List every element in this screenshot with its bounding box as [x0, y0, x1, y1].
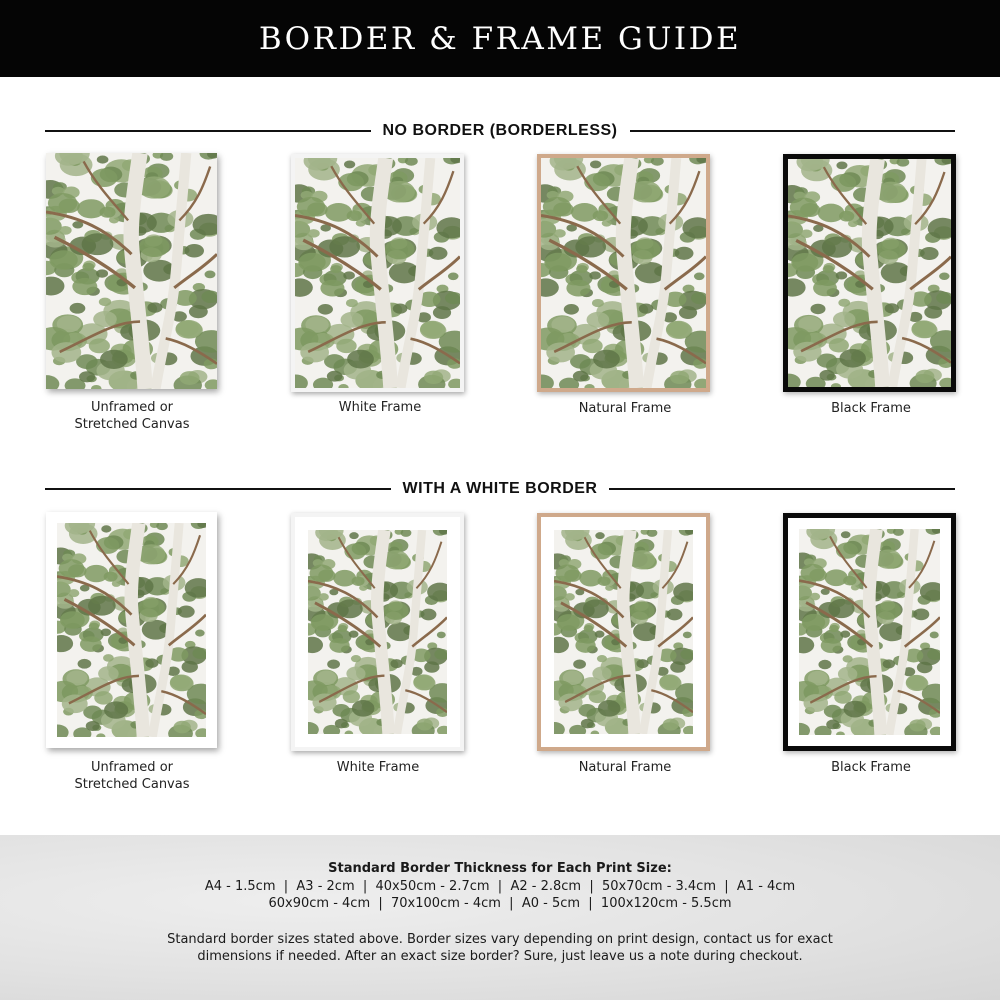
border-note-line: dimensions if needed. After an exact size border? Sure, just leave us a note during checkout.: [197, 949, 803, 964]
preview-natural-frame-borderless[interactable]: [537, 154, 710, 392]
preview-white-frame-borderless[interactable]: [291, 154, 464, 392]
caption-line: Unframed or: [91, 760, 173, 775]
divider-line: [45, 130, 371, 132]
caption-line: Black Frame: [831, 760, 911, 775]
tree-artwork: [554, 530, 693, 734]
caption-natural-frame: [535, 400, 715, 417]
caption-natural-frame: [535, 759, 715, 776]
divider-line: [45, 488, 391, 490]
section-title-white-border: [45, 480, 955, 498]
caption-black-frame: [781, 759, 961, 776]
page-header: [0, 0, 1000, 77]
section-heading: NO BORDER (BORDERLESS): [382, 122, 618, 139]
preview-black-frame-white-border[interactable]: [783, 513, 956, 751]
preview-natural-frame-white-border[interactable]: [537, 513, 710, 751]
preview-black-frame-borderless[interactable]: [783, 154, 956, 392]
border-info-panel: [0, 835, 1000, 1000]
caption-black-frame: [781, 400, 961, 417]
caption-white-frame: [290, 399, 470, 416]
caption-line: White Frame: [336, 760, 420, 775]
tree-artwork: [541, 158, 706, 388]
border-sizes-line: 60x90cm - 4cm | 70x100cm - 4cm | A0 - 5cm | 100x120cm - 5.5cm: [268, 896, 732, 911]
border-info-heading: Standard Border Thickness for Each Print Size:: [328, 861, 672, 876]
caption-line: Stretched Canvas: [74, 417, 190, 432]
caption-line: Natural Frame: [578, 401, 672, 416]
tree-artwork: [46, 153, 217, 389]
caption-line: White Frame: [338, 400, 422, 415]
caption-line: Black Frame: [831, 401, 911, 416]
tree-artwork: [57, 523, 206, 737]
preview-unframed-borderless[interactable]: [46, 153, 217, 389]
preview-white-frame-white-border[interactable]: [291, 513, 464, 751]
border-note-line: Standard border sizes stated above. Border sizes vary depending on print design, contact us for exact: [167, 932, 833, 947]
page-title: BORDER & FRAME GUIDE: [258, 20, 742, 57]
tree-artwork: [295, 158, 460, 388]
preview-unframed-white-border[interactable]: [46, 512, 217, 748]
tree-artwork: [788, 159, 951, 387]
divider-line: [630, 130, 956, 132]
caption-unframed: [42, 759, 222, 793]
caption-white-frame: [288, 759, 468, 776]
section-heading: WITH A WHITE BORDER: [402, 480, 598, 497]
tree-artwork: [308, 530, 447, 734]
divider-line: [609, 488, 955, 490]
caption-line: Natural Frame: [578, 760, 672, 775]
caption-line: Unframed or: [91, 400, 173, 415]
caption-unframed: [42, 399, 222, 433]
tree-artwork: [799, 529, 940, 735]
caption-line: Stretched Canvas: [74, 777, 190, 792]
section-title-borderless: [45, 122, 955, 140]
border-sizes-line: A4 - 1.5cm | A3 - 2cm | 40x50cm - 2.7cm | A2 - 2.8cm | 50x70cm - 3.4cm | A1 - 4cm: [204, 879, 796, 894]
